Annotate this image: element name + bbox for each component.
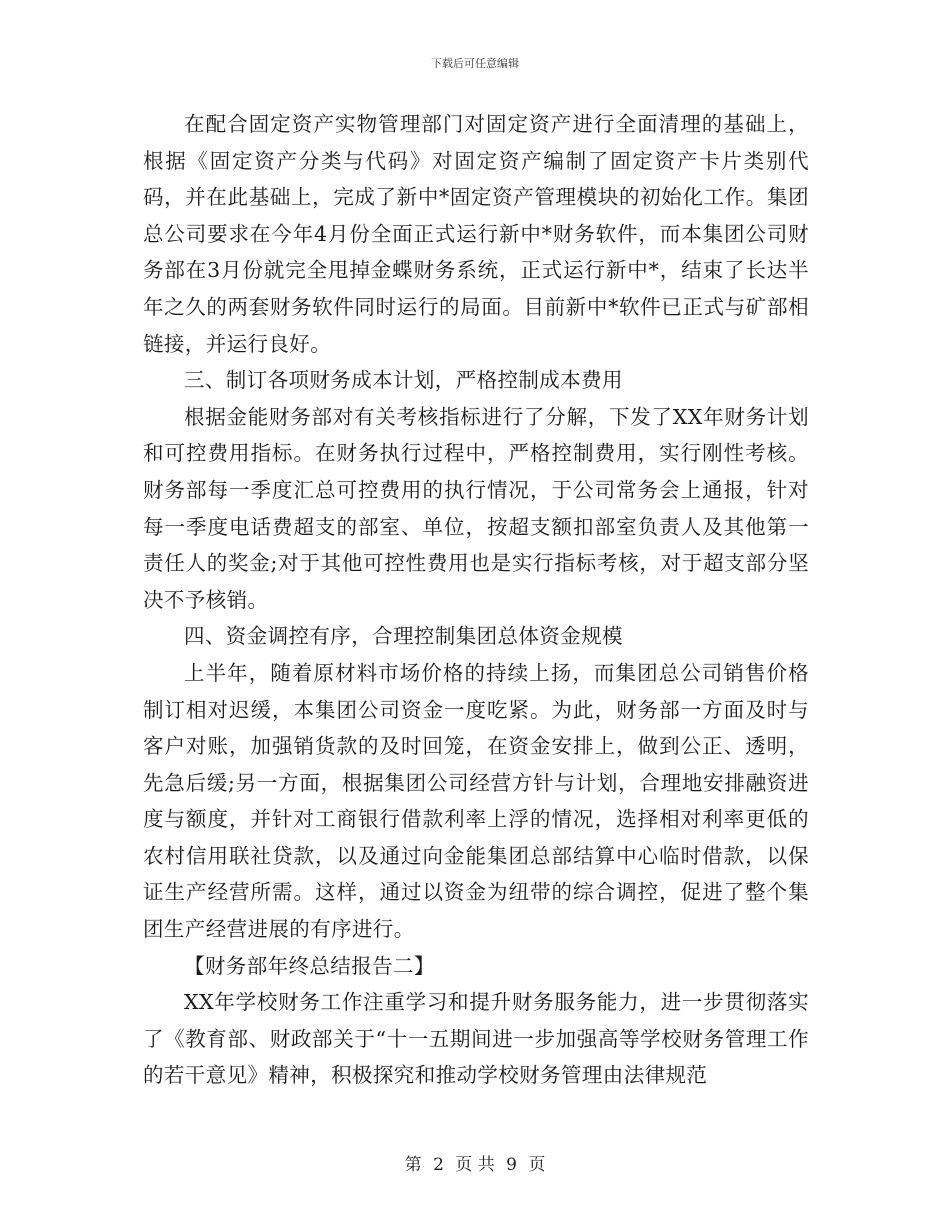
header-note: 下载后可任意编辑 (431, 57, 519, 70)
footer-page-number: 2 (433, 1155, 444, 1175)
heading-section-three: 三、制订各项财务成本计划，严格控制成本费用 (184, 368, 623, 393)
page-footer (0, 1150, 950, 1175)
paragraph-fund-control: 上半年，随着原材料市场价格的持续上扬，而集团总公司销售价格制订相对迟缓，本集团公司资金一度吃紧。为此，财务部一方面及时与客户对账，加强销货款的及时回笼，在资金安排上，做到公正、透明，先急后缓;另一方面，根据集团公司经营方针与计划，合理地安排融资进度与额度，并针对工商银行借款利率上浮的情况，选择相对利率更低的农村信用联社贷款，以及通过向金能集团总部结算中心临时借款，以保证生产经营所需。这样，通过以资金为纽带的综合调控，促进了整个集团生产经营进展的有序进行。 (143, 660, 809, 942)
paragraph-cost-plan: 根据金能财务部对有关考核指标进行了分解，下发了XX年财务计划和可控费用指标。在财务执行过程中，严格控制费用，实行刚性考核。财务部每一季度汇总可控费用的执行情况，于公司常务会上通报，针对每一季度电话费超支的部室、单位，按超支额扣部室负责人及其他第一责任人的奖金;对于其他可控性费用也是实行指标考核，对于超支部分坚决不予核销。 (143, 404, 809, 612)
paragraph-school-finance: XX年学校财务工作注重学习和提升财务服务能力，进一步贯彻落实了《教育部、财政部关于“十一五期间进一步加强高等学校财务管理工作的若干意见》精神，积极探究和推动学校财务管理由法律规范 (143, 990, 809, 1088)
footer-prefix: 第 (404, 1155, 422, 1175)
footer-total-pages: 9 (506, 1155, 517, 1175)
heading-section-four: 四、资金调控有序，合理控制集团总体资金规模 (184, 624, 623, 649)
footer-mid: 页 共 (455, 1155, 495, 1175)
paragraph-fixed-assets: 在配合固定资产实物管理部门对固定资产进行全面清理的基础上，根据《固定资产分类与代码》对固定资产编制了固定资产卡片类别代码，并在此基础上，完成了新中*固定资产管理模块的初始化工作。集团总公司要求在今年4月份全面正式运行新中*财务软件，而本集团公司财务部在3月份就完全甩掉金蝶财务系统，正式运行新中*，结束了长达半年之久的两套财务软件同时运行的局面。目前新中*软件已正式与矿部相链接，并运行良好。 (143, 112, 809, 356)
document-body (143, 106, 809, 1094)
heading-report-two: 【财务部年终总结报告二】 (184, 953, 435, 978)
footer-suffix: 页 (528, 1155, 546, 1175)
